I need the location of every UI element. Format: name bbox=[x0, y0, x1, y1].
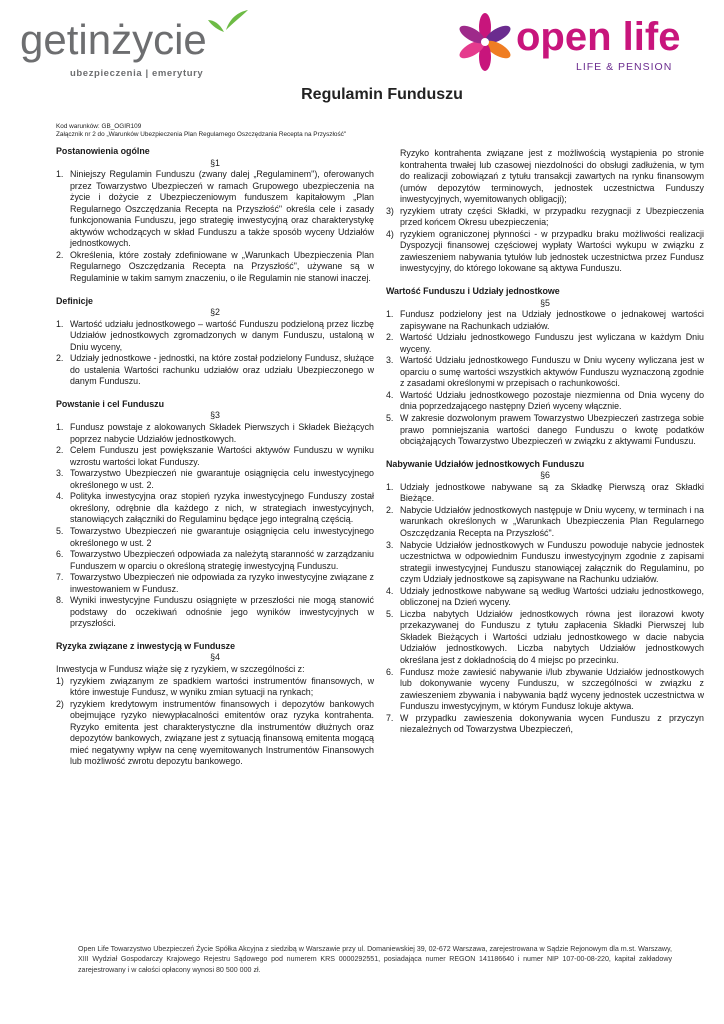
list-item: 3. Towarzystwo Ubezpieczeń nie gwarantuje osiągnięcia celu inwestycyjnego określonego w ust. 2. bbox=[56, 468, 374, 490]
paragraph-number: §3 bbox=[210, 410, 220, 421]
list-item: 1. Fundusz powstaje z alokowanych Składek Pierwszych i Składek Bieżących poprzez nabycie Udziałów jednostkowych. bbox=[56, 422, 374, 444]
list-item: 1. Wartość udziału jednostkowego – wartość Funduszu podzieloną przez liczbę Udziałów jednostkowych zgromadzonych w danym Funduszu, ustaloną w Dniu wyceny, bbox=[56, 318, 374, 352]
list-item-continuation: Ryzyko kontrahenta związane jest z możliwością wystąpienia po stronie kontrahenta trwałej lub czasowej niezdolności do obsługi zadłużenia, w tym do realizacji zobowiązań z tytułu transakcji zawartych na rynku finansowym (umów depozytów terminowych, jednostek uczestnictwa Funduszy inwestycyjnych, wyemitowanych obligacji); bbox=[400, 148, 704, 205]
list-item: 5. Towarzystwo Ubezpieczeń nie gwarantuje osiągnięcia celu inwestycyjnego określonego w ust. 2 bbox=[56, 525, 374, 548]
list-item: 6. Fundusz może zawiesić nabywanie i/lub zbywanie Udziałów jednostkowych lub dokonywanie wyceny Funduszu, w szczególności w związku z zawieszeniem zbywania i nabywania bądź wyceny jednostek uczestnictwa w Funduszu inwestycyjnym, w którym Fundusz lokuje aktywa. bbox=[386, 666, 704, 712]
section-title: Definicje bbox=[56, 295, 93, 306]
getin-zycie-logo bbox=[20, 8, 260, 80]
section-title: Nabywanie Udziałów jednostkowych Funduszu bbox=[386, 458, 585, 469]
getin-logo-tagline: ubezpieczenia | emerytury bbox=[70, 68, 204, 79]
getin-logo-wordmark: getinżycie bbox=[20, 16, 207, 63]
list-item: 2. Celem Funduszu jest powiększanie Wartości aktywów Funduszu w wyniku wzrostu wartości lokat Funduszy. bbox=[56, 445, 374, 467]
paragraph-number: §6 bbox=[540, 470, 550, 481]
list-item: 2. Wartość Udziału jednostkowego Funduszu jest wyliczana w każdym Dniu wyceny. bbox=[386, 332, 704, 354]
section-title: Wartość Funduszu i Udziały jednostkowe bbox=[386, 286, 560, 297]
list-item: 2. Udziały jednostkowe - jednostki, na które został podzielony Fundusz, służące do ustalenia Wartości rachunku udziałów oraz udziału Ubezpieczonego w danym Funduszu. bbox=[56, 353, 374, 387]
list-item: 7. W przypadku zawieszenia dokonywania wycen Funduszu z przyczyn niezależnych od Towarzystwa Ubezpieczeń, bbox=[386, 712, 704, 735]
leaf-icon bbox=[208, 20, 224, 32]
paragraph-number: §2 bbox=[210, 307, 220, 318]
left-column bbox=[56, 146, 374, 768]
page-header bbox=[0, 0, 724, 90]
open-life-wordmark: open life bbox=[516, 15, 681, 59]
list-item: 4. Polityka inwestycyjna oraz stopień ryzyka inwestycyjnego Funduszy został określony, odrębnie dla każdego z nich, w strategiach inwestycyjnych, stanowiących załączniki do Regulaminu będące jego integralną częścią. bbox=[56, 491, 374, 525]
list-item: 1. Niniejszy Regulamin Funduszu (zwany dalej „Regulaminem"), oferowanych przez Towarzystwo Ubezpieczeń w ramach Grupowego ubezpieczenia na życie i dożycie z Ubezpieczeniowym funduszem kapitałowym „Plan Regularnego Oszczędzania Recepta na Przyszłość" określa cele i zasady funkcjonowania Funduszu, jego strategię inwestycyjną oraz charakterystykę aktywów wchodzących w skład Funduszu a także sposób wyceny Udziałów jednostkowych. bbox=[56, 169, 374, 249]
right-column bbox=[386, 148, 704, 736]
list-item: 3. Wartość Udziału jednostkowego Funduszu w Dniu wyceny wyliczana jest w oparciu o sumę wartości wszystkich aktywów Funduszu wyznaczoną zgodnie z zasadami określonymi w przepisach o rachunkowości. bbox=[386, 355, 704, 389]
section-intro: Inwestycja w Fundusz wiąże się z ryzykiem, w szczególności z: bbox=[56, 663, 305, 674]
paragraph-number: §4 bbox=[210, 652, 220, 663]
list-item: 1. Fundusz podzielony jest na Udziały jednostkowe o jednakowej wartości zapisywane na Rachunkach udziałów. bbox=[386, 309, 704, 331]
document-meta bbox=[56, 123, 676, 139]
open-life-logo bbox=[458, 12, 708, 74]
page-footer: Open Life Towarzystwo Ubezpieczeń Życie Spółka Akcyjna z siedzibą w Warszawie przy ul. Domaniewskiej 39, 02-672 Warszawa, zarejestrowana w Sądzie Rejonowym dla m.st. Warszawy, XIII Wydział Gospodarczy Krajowego Rejestru Sądowego pod numerem KRS 0000292551, posiadająca numer REGON 141186640 i numer NIP 107-00-08-220, kapitał zakładowy zarejestrowany i w całości opłacony wynosi 80 500 000 zł. bbox=[78, 945, 672, 974]
list-item: 2. Określenia, które zostały zdefiniowane w „Warunkach Ubezpieczenia Plan Regularnego Oszczędzania Recepta na Przyszłość", używane są w Regulaminie w takim samym znaczeniu, o ile Regulamin nie stanowi inaczej. bbox=[56, 249, 374, 284]
section-title: Ryzyka związane z inwestycją w Fundusze bbox=[56, 640, 236, 651]
list-item: 3. Nabycie Udziałów jednostkowych w Funduszu powoduje nabycie jednostek uczestnictwa w odpowiednim Funduszu inwestycyjnym zgodnie z zapisami strategii inwestycyjnej Funduszu stanowiącej załącznik do Regulaminu, po czym Udziały jednostkowe są zapisywane na Rachunku udziałów. bbox=[386, 539, 704, 585]
list-item: 7. Towarzystwo Ubezpieczeń nie odpowiada za ryzyko inwestycyjne związane z inwestowaniem w Fundusz. bbox=[56, 572, 374, 594]
list-item: 4) ryzykiem ograniczonej płynności - w przypadku braku możliwości realizacji Dyspozycji finansowej częściowej wypłaty Wartości wykupu w związku z zawieszeniem nabywania tytułów lub jednostek uczestnictwa przez Fundusz inwestycyjny, do którego lokowane są aktywa Funduszu. bbox=[386, 228, 704, 274]
open-life-tagline: LIFE & PENSION bbox=[576, 61, 673, 73]
flower-icon bbox=[458, 13, 513, 71]
section-title: Powstanie i cel Funduszu bbox=[56, 398, 164, 409]
leaf-icon bbox=[226, 10, 248, 30]
list-item: 1. Udziały jednostkowe nabywane są za Składkę Pierwszą oraz Składki Bieżące. bbox=[386, 481, 704, 504]
list-item: 3) ryzykiem utraty części Składki, w przypadku rezygnacji z Ubezpieczenia przed końcem Okresu ubezpieczenia; bbox=[386, 205, 704, 228]
list-item: 1) ryzykiem związanym ze spadkiem wartości instrumentów finansowych, w które inwestuje Fundusz, w wyniku zmian sytuacji na rynkach; bbox=[56, 675, 374, 698]
meta-annex: Załącznik nr 2 do „Warunków Ubezpieczenia Plan Regularnego Oszczędzania Recepta na Przyszłość" bbox=[56, 131, 347, 138]
list-item: 2. Nabycie Udziałów jednostkowych następuje w Dniu wyceny, w terminach i na warunkach określonych w „Warunkach Ubezpieczenia Plan Regularnego Oszczędzania Recepta na Przyszłość". bbox=[386, 504, 704, 538]
list-item: 2) ryzykiem kredytowym instrumentów finansowych i depozytów bankowych obejmujące ryzyko niewypłacalności emitentów oraz ryzyka kontrahenta. Ryzyko emitenta jest charakterystyczne dla instrumentów dłużnych oraz depozytów bankowych, związane jest z sytuacją finansową emitenta mogącą mieć negatywny wpływ na cenę wyemitowanych Instrumentów Finansowych lub możliwość zwrotu depozytu bankowego. bbox=[56, 698, 374, 767]
document-title: Regulamin Funduszu bbox=[301, 86, 463, 103]
list-item: 5. Liczba nabytych Udziałów jednostkowych równa jest ilorazowi kwoty przekazywanej do Funduszu z tytułu zapłacenia Składki Pierwszej lub Składek Bieżących i Wartości udziału jednostkowego w dacie nabycia Udziałów jednostkowych. Liczba nabytych Udziałów jednostkowych określana jest z dokładnością do 4 miejsc po przecinku. bbox=[386, 608, 704, 665]
list-item: 6. Towarzystwo Ubezpieczeń odpowiada za należytą staranność w zarządzaniu Funduszem w oparciu o określoną strategię inwestycyjną Funduszu. bbox=[56, 549, 374, 571]
meta-code: Kod warunków: GB_OGIR109 bbox=[56, 123, 142, 130]
list-item: 4. Wartość Udziału jednostkowego pozostaje niezmienna od Dnia wyceny do dnia poprzedzającego następny Dzień wyceny włącznie. bbox=[386, 389, 704, 412]
list-item: 5. W zakresie dozwolonym prawem Towarzystwo Ubezpieczeń zastrzega sobie prawo pomniejszania wartości danego Funduszu o kwotę podatków obciążających Towarzystwo Ubezpieczeń w związku z aktywami Funduszu. bbox=[386, 413, 704, 447]
section-title: Postanowienia ogólne bbox=[56, 146, 150, 156]
list-item: 4. Udziały jednostkowe nabywane są według Wartości udziału jednostkowego, obliczonej na Dzień wyceny. bbox=[386, 585, 704, 608]
list-item: 8. Wyniki inwestycyjne Funduszu osiągnięte w przeszłości nie mogą stanowić podstawy do oczekiwań odnośnie jego wyników inwestycyjnych w przyszłości. bbox=[56, 595, 374, 629]
paragraph-number: §5 bbox=[540, 297, 550, 308]
paragraph-number: §1 bbox=[210, 157, 220, 168]
